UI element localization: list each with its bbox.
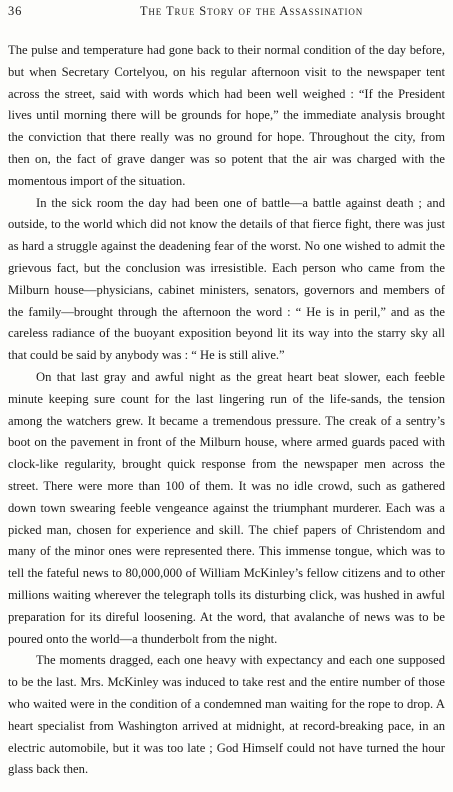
body-text [8,40,445,781]
paragraph-1: The pulse and temperature had gone back to their normal condition of the day before, but when Secretary Cortelyou, on his regular afternoon visit to the newspaper tent across the street, said with words which had been well weighed : “If the President lives until morning there will be grounds for hope,” the immediate analysis brought the conviction that there really was no ground for hope. Throughout the city, from then on, the fact of grave danger was so potent that the air was charged with the momentous import of the situation. [8,43,445,188]
running-head [8,4,445,24]
paragraph-2: In the sick room the day had been one of battle—a battle against death ; and outside, to the world which did not know the details of that fierce fight, there was just as hard a struggle against the deadening fear of the worst. No one wished to admit the grievous fact, but the conclusion was irresistible. Each person who came from the Milburn house—physicians, cabinet ministers, senators, governors and members of the family—brought through the afternoon the word : “ He is in peril,” and as the careless radiance of the buoyant exposition beyond lit its way into the starry sky all that could be said by anybody was : “ He is still alive.” [8,195,445,363]
paragraph-4: The moments dragged, each one heavy with expectancy and each one supposed to be the last. Mrs. McKinley was induced to take rest and the entire number of those who waited were in the condition of a condemned man waiting for the rope to drop. A heart specialist from Washington arrived at midnight, at record-breaking pace, in an electric automobile, but it was too late ; God Himself could not have turned the hour glass back then. [8,653,445,777]
running-title: The True Story of the Assassination [139,4,364,18]
page-number: 36 [8,4,23,18]
paragraph-3: On that last gray and awful night as the great heart beat slower, each feeble minute keeping sure count for the last lingering run of the life-sands, the tension among the watchers grew. It became a tremendous pressure. The creak of a sentry’s boot on the pavement in front of the Milburn house, where armed guards paced with clock-like regularity, brought quick response from the newspaper men across the street. There were more than 100 of them. It was no idle crowd, such as gathered down town swearing feeble vengeance against the triumphant murderer. Each was a picked man, chosen for experience and skill. The chief papers of Christendom and many of the minor ones were represented there. This immense tongue, which was to tell the fateful news to 80,000,000 of William McKinley’s fellow citizens and to other millions waiting wherever the telegraph tolls its disturbing click, was hushed in awful preparation for its direful loosening. At the word, that avalanche of news was to be poured onto the world—a thunderbolt from the night. [8,369,445,646]
